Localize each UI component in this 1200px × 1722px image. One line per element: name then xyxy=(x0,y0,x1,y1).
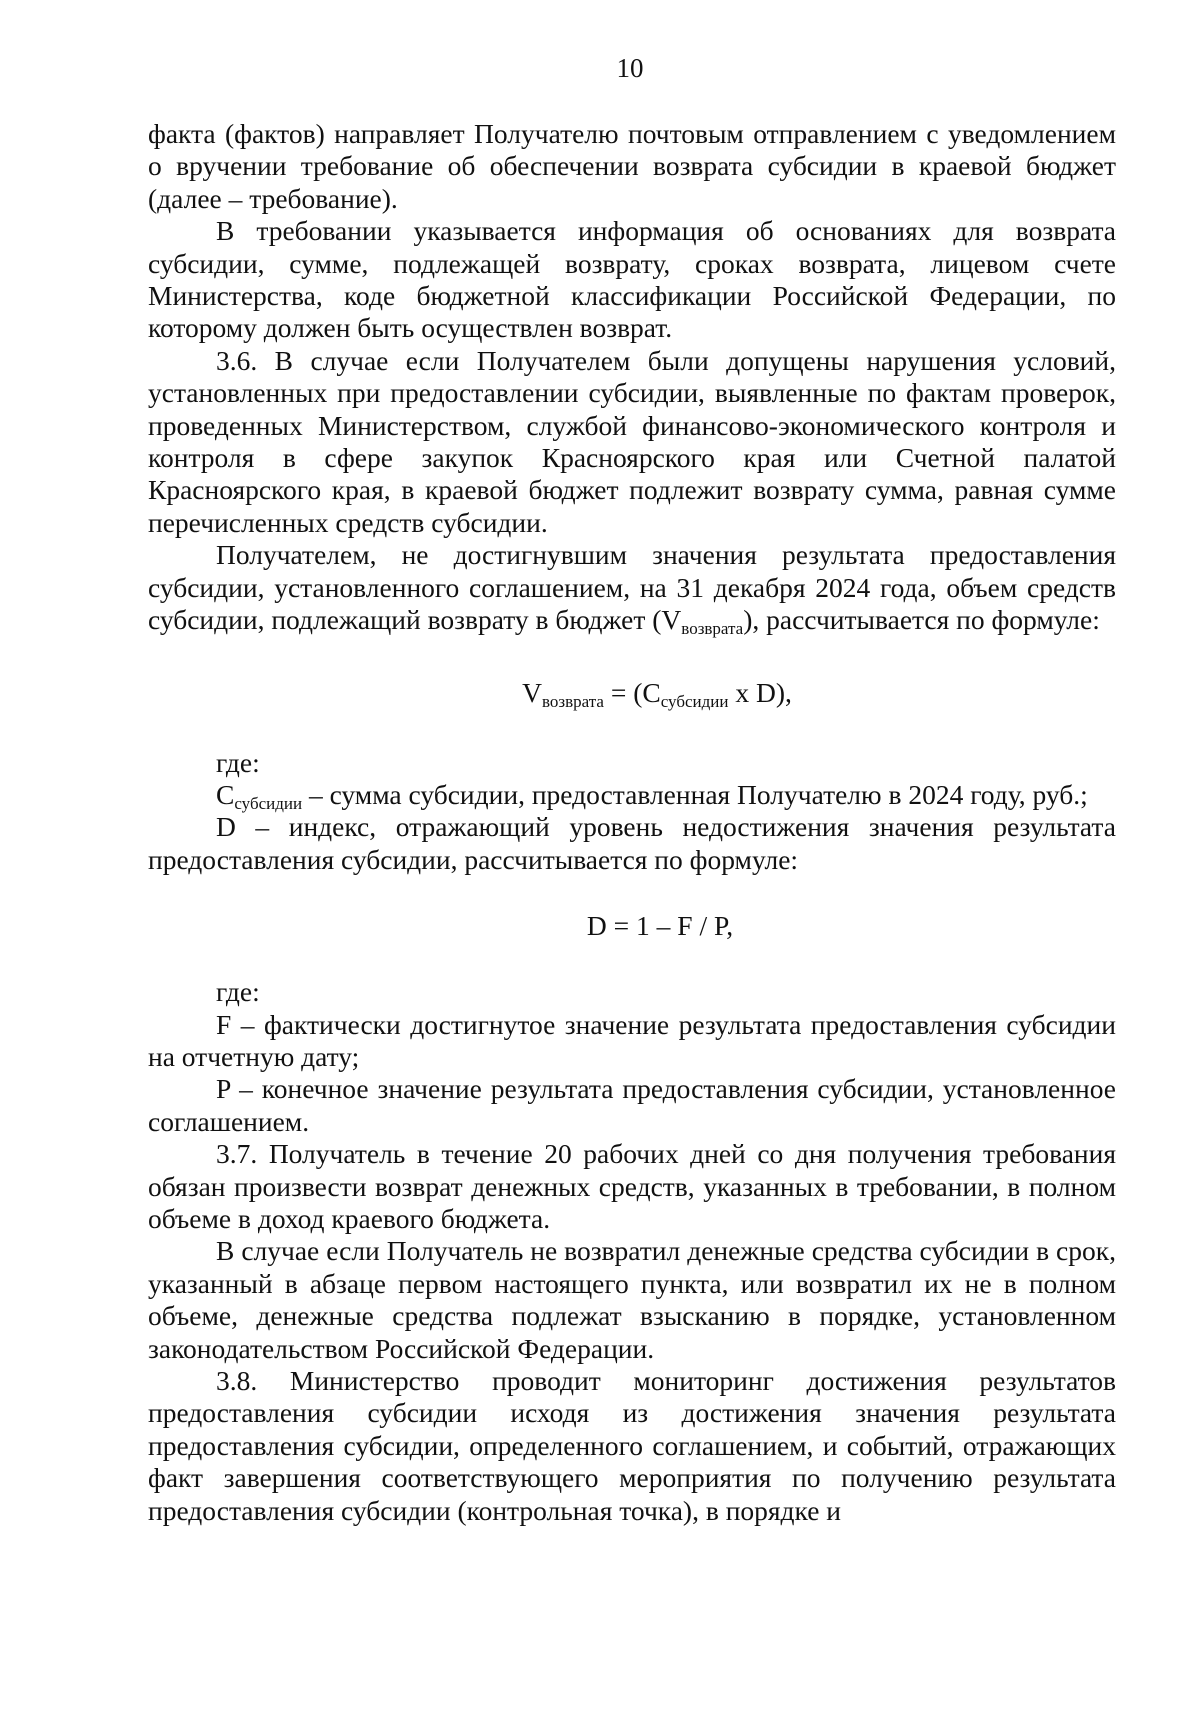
where-label-1: где: xyxy=(216,746,260,778)
v-subscript: возврата xyxy=(681,619,744,639)
formula-equals-c: = (C xyxy=(603,676,661,708)
paragraph-3-7: 3.7. Получатель в течение 20 рабочих дней со дня получения требования обязан произвести возврат денежных средств, указанных в требовании, в полном объеме в доход краевого бюджета. xyxy=(148,1138,1116,1234)
formula-refund xyxy=(148,677,1116,709)
definition-f: F – фактически достигнутое значение результата предоставления субсидии на отчетную дату; xyxy=(148,1008,1116,1072)
document-body xyxy=(148,118,1116,1527)
definition-c xyxy=(148,779,1116,811)
formula-c-subscript: субсидии xyxy=(660,691,729,711)
page-number: 10 xyxy=(616,53,644,83)
formula-v-symbol: V xyxy=(522,676,542,708)
paragraph-not-achieved xyxy=(148,539,1116,639)
paragraph-3-7-continued: В случае если Получатель не возвратил денежные средства субсидии в срок, указанный в абзаце первом настоящего пункта, или возвратил их не в полном объеме, денежные средства подлежат взысканию в порядке, установленном законодательством Российской Федерации. xyxy=(148,1235,1116,1364)
formula-end: x D), xyxy=(728,676,792,708)
paragraph-continuation: факта (фактов) направляет Получателю почтовым отправлением с уведомлением о вручении требование об обеспечении возврата субсидии в краевой бюджет (далее – требование). xyxy=(148,118,1116,214)
paragraph-3-6: 3.6. В случае если Получателем были допущены нарушения условий, установленных при предоставлении субсидии, выявленные по фактам проверок, проведенных Министерством, службой финансово-экономического контроля и контроля в сфере закупок Красноярского края или Счетной палатой Красноярского края, в краевой бюджет подлежит возврату сумма, равная сумме перечисленных средств субсидии. xyxy=(148,344,1116,538)
formula-v-subscript: возврата xyxy=(542,691,604,711)
paragraph-not-achieved-text-after: ), рассчитывается по формуле: xyxy=(743,604,1100,636)
definition-c-symbol: C xyxy=(216,778,235,810)
paragraph-requirement-info: В требовании указывается информация об основаниях для возврата субсидии, сумме, подлежащей возврату, сроках возврата, лицевом счете Министерства, коде бюджетной классификации Российской Федерации, по которому должен быть осуществлен возврат. xyxy=(148,215,1116,344)
paragraph-3-8: 3.8. Министерство проводит мониторинг достижения результатов предоставления субсидии исходя из достижения значения результата предоставления субсидии, определенного соглашением, и событий, отражающих факт завершения соответствующего мероприятия по получению результата предоставления субсидии (контрольная точка), в порядке и xyxy=(148,1365,1116,1526)
formula-index-d: D = 1 – F / P, xyxy=(586,910,734,942)
where-label-2: где: xyxy=(216,976,260,1008)
definition-c-text: – сумма субсидии, предоставленная Получателю в 2024 году, руб.; xyxy=(302,778,1088,810)
definition-d: D – индекс, отражающий уровень недостижения значения результата предоставления субсидии, рассчитывается по формуле: xyxy=(148,811,1116,875)
definition-p: P – конечное значение результата предоставления субсидии, установленное соглашением. xyxy=(148,1073,1116,1137)
definition-c-subscript: субсидии xyxy=(234,793,303,813)
paragraph-not-achieved-text-before: Получателем, не достигнувшим значения результата предоставления субсидии, установленного соглашением, на 31 декабря 2024 года, объем средств субсидии, подлежащий возврату в бюджет (V xyxy=(148,539,1116,636)
